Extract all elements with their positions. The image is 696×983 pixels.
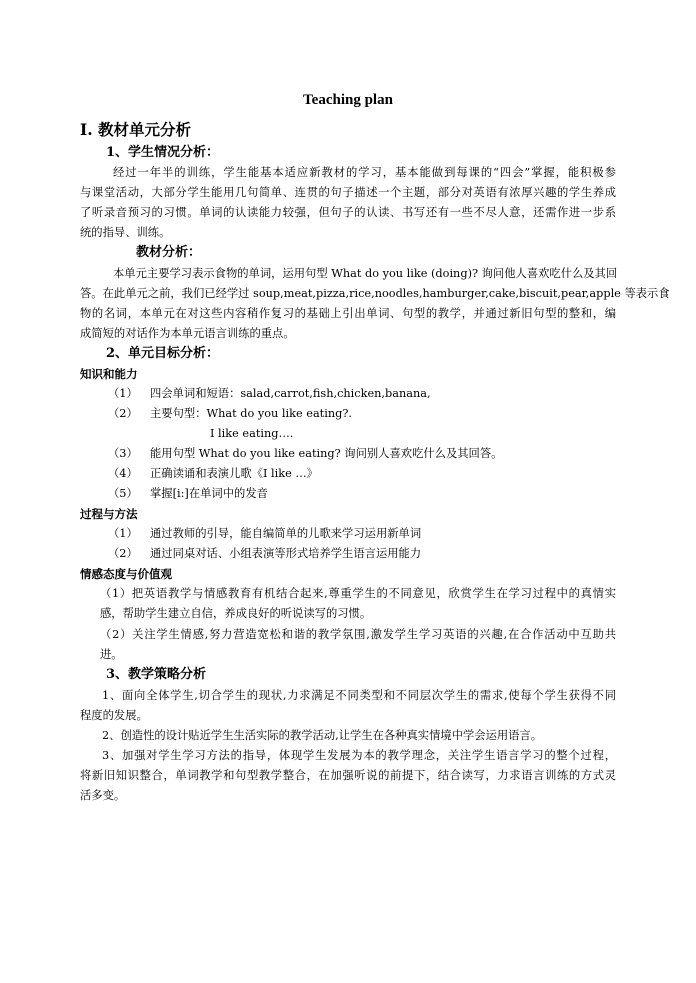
students-line-1: 经过一年半的训练，学生能基本适应新教材的学习，基本能做到每课的“四会”掌握，能积极参 [113,166,616,179]
section-heading-1: Ⅰ. 教材单元分析 [80,120,192,139]
knowledge-item-2-continuation: I like eating…. [210,427,294,440]
knowledge-item-4-text: 正确读诵和表演儿歌《I like …》 [150,467,318,480]
knowledge-item-1-number: （1） [108,387,138,400]
strategy-para-3-line-2: 将新旧知识整合，单词教学和句型教学整合，在加强听说的前提下，结合读写，力求语言训练的方式灵 [80,769,616,782]
knowledge-item-2-number: （2） [108,407,138,420]
heading-emotion: 情感态度与价值观 [80,567,172,581]
material-line-4: 成简短的对话作为本单元语言训练的重点。 [80,327,295,340]
material-line-2: 答。在此单元之前，我们已经学过 soup,meat,pizza,rice,noodles,hamburger,cake,biscuit,pear,apple 等表示食 [80,287,670,300]
page-title: Teaching plan [303,92,393,108]
knowledge-item-5-text: 掌握[i:]在单词中的发音 [150,487,268,500]
process-item-1-number: （1） [108,527,138,540]
knowledge-item-5-number: （5） [108,487,138,500]
knowledge-item-2-text: 主要句型：What do you like eating?. [150,407,352,420]
emotion-para-2-line-1: （2）关注学生情感,努力营造宽松和谐的教学氛围,激发学生学习英语的兴趣,在合作活动中互助共 [100,628,616,641]
process-item-2-number: （2） [108,547,138,560]
heading-process: 过程与方法 [80,507,138,521]
students-line-3: 了听录音预习的习惯。单词的认读能力较强，但句子的认读、书写还有一些不尽人意，还需作进一步系 [80,206,616,219]
knowledge-item-1-text: 四会单词和短语：salad,carrot,fish,chicken,banana, [150,387,431,400]
heading-material: 教材分析： [136,245,202,260]
students-line-4: 统的指导、训练。 [80,226,171,239]
heading-strategy: 3、教学策略分析 [106,667,207,682]
students-line-2: 与课堂活动，大部分学生能用几句简单、连贯的句子描述一个主题，部分对英语有浓厚兴趣的学生养成 [80,186,616,199]
heading-students: 1、学生情况分析： [106,145,220,160]
heading-knowledge: 知识和能力 [80,367,138,381]
emotion-para-2-line-2: 进。 [100,648,123,661]
emotion-para-1-line-1: （1）把英语教学与情感教育有机结合起来,尊重学生的不同意见，欣赏学生在学习过程中的真情实 [100,587,616,600]
material-line-1: 本单元主要学习表示食物的单词，运用句型 What do you like (doing)? 询问他人喜欢吃什么及其回 [113,267,618,280]
strategy-para-3-line-1: 3、加强对学生学习方法的指导，体现学生发展为本的教学理念，关注学生语言学习的整个过程， [102,749,616,762]
material-line-3: 物的名词，本单元在对这些内容稍作复习的基础上引出单词、句型的教学，并通过新旧句型的整和，编 [80,307,616,320]
process-item-1-text: 通过教师的引导，能自编简单的儿歌来学习运用新单词 [150,527,422,540]
strategy-para-1-line-2: 程度的发展。 [80,709,148,722]
strategy-para-3-line-3: 活多变。 [80,789,126,802]
knowledge-item-3-number: （3） [108,447,138,460]
emotion-para-1-line-2: 感，帮助学生建立自信，养成良好的听说读写的习惯。 [100,607,372,620]
strategy-para-2-line-1: 2、创造性的设计贴近学生生活实际的教学活动,让学生在各种真实情境中学会运用语言。 [102,729,543,742]
process-item-2-text: 通过同桌对话、小组表演等形式培养学生语言运用能力 [150,547,422,560]
knowledge-item-3-text: 能用句型 What do you like eating? 询问别人喜欢吃什么及其回答。 [150,447,503,460]
knowledge-item-4-number: （4） [108,467,138,480]
heading-goals: 2、单元目标分析： [106,346,220,361]
strategy-para-1-line-1: 1、面向全体学生,切合学生的现状,力求满足不同类型和不同层次学生的需求,使每个学生获得不同 [102,689,616,702]
